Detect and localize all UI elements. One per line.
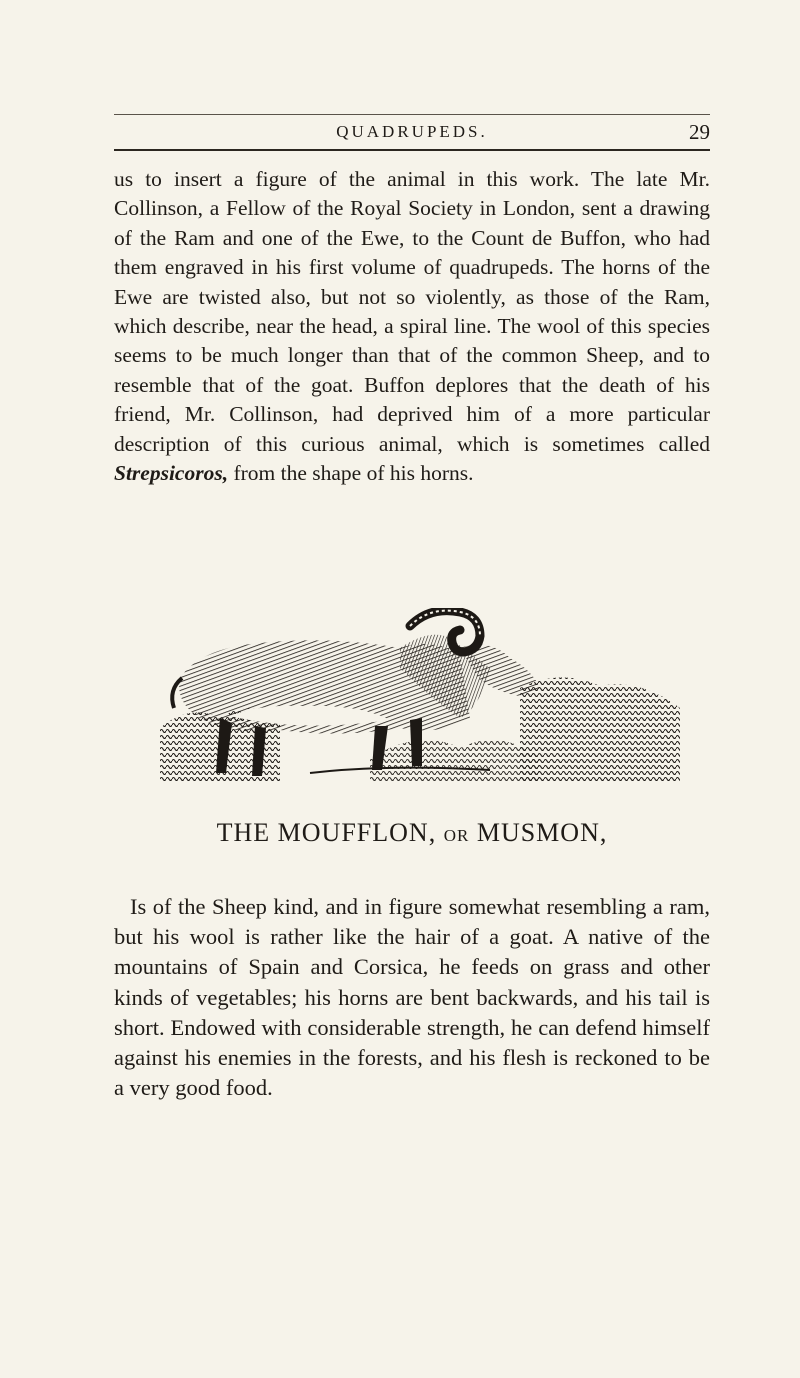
paragraph-continued xyxy=(114,165,710,488)
paragraph-text-end: from the shape of his horns. xyxy=(228,461,474,486)
running-head xyxy=(114,119,710,147)
mouflon-engraving-icon xyxy=(160,608,680,782)
header-bottom-rule xyxy=(114,149,710,151)
caption-or: OR xyxy=(443,826,470,845)
caption-part-1: THE MOUFFLON, xyxy=(216,818,437,847)
italic-term: Strepsicoros, xyxy=(114,461,229,486)
paragraph-description: Is of the Sheep kind, and in figure somewhat resembling a ram, but his wool is rather like the hair of a goat. A native of the mountains of Spain and Corsica, he feeds on grass and other kinds of vegetables; his horns are bent backwards, and his tail is short. Endowed with considerable strength, he can defend himself against his enemies in the forests, and his flesh is reckoned to be a very good food. xyxy=(114,894,710,1101)
header-top-rule xyxy=(114,114,710,115)
caption-heading xyxy=(114,818,710,848)
paragraph-text: us to insert a figure of the animal in this work. The late Mr. Collinson, a Fellow of the Royal Society in London, sent a drawing of the Ram and one of the Ewe, to the Count de Buffon, who had them engraved in his first volume of quadrupeds. The horns of the Ewe are twisted also, but not so violently, as those of the Ram, which describe, near the head, a spiral line. The wool of this species seems to be much longer than that of the common Sheep, and to resemble that of the goat. Buffon deplores that the death of his friend, Mr. Collinson, had deprived him of a more particular description of this curious animal, which is sometimes called xyxy=(114,167,710,456)
caption-part-2: MUSMON, xyxy=(476,818,608,847)
page-number: 29 xyxy=(689,120,710,144)
running-title: QUADRUPEDS. xyxy=(336,122,488,141)
